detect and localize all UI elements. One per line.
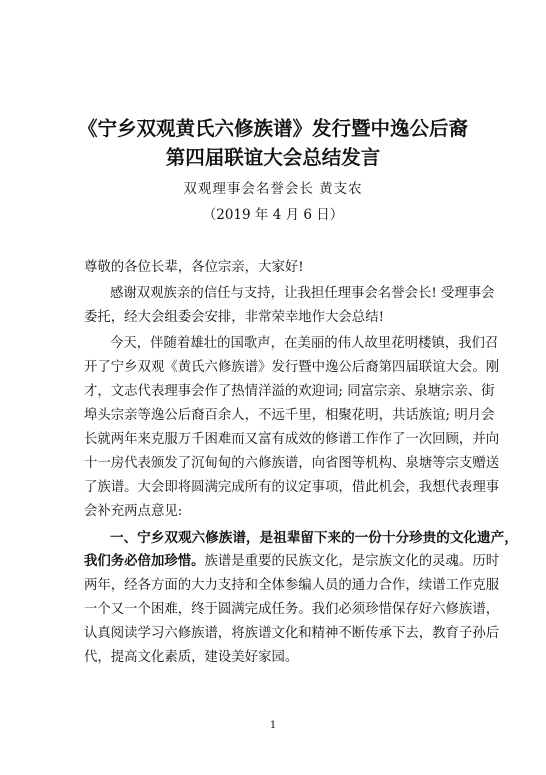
paragraph-3-line: 认真阅读学习六修族谱，将族谱文化和精神不断传承下去，教育子孙后	[84, 626, 500, 641]
date-line: （2019 年 4 月 6 日）	[202, 207, 344, 223]
paragraph-2-line: 会补充两点意见:	[84, 504, 183, 519]
paragraph-2-line: 才，文志代表理事会作了热情洋溢的欢迎词; 同富宗亲、泉塘宗亲、街	[84, 384, 495, 399]
section-1-heading-tail: 我们务必倍加珍惜。	[84, 554, 205, 569]
paragraph-1-line: 感谢双观族亲的信任与支持，让我担任理事会名誉会长! 受理事会	[110, 286, 495, 301]
paragraph-2-line: 十一房代表颁发了沉甸甸的六修族谱，向省图等机构、泉塘等宗支赠送	[84, 456, 500, 471]
paragraph-2-line: 开了宁乡双观《黄氏六修族谱》发行暨中逸公后裔第四届联谊大会。刚	[84, 360, 500, 375]
paragraph-2-line: 埠头宗亲等逸公后裔百余人，不远千里，相聚花明，共话族谊; 明月会	[84, 408, 495, 423]
paragraph-2-line: 长就两年来克服万千困难而又富有成效的修谱工作作了一次回顾，并向	[84, 432, 500, 447]
paragraph-3-line: 族谱是重要的民族文化，是宗族文化的灵魂。历时	[204, 554, 500, 569]
section-1-heading-continued	[84, 552, 500, 572]
author-line: 双观理事会名誉会长 黄支农	[183, 181, 363, 197]
paragraph-2-line: 今天，伴随着雄壮的国歌声，在美丽的伟人故里花明楼镇，我们召	[110, 336, 499, 351]
paragraph-3-line: 代，提高文化素质，建设美好家园。	[84, 650, 299, 665]
title-line-1: 《宁乡双观黄氏六修族谱》发行暨中逸公后裔	[77, 117, 468, 140]
page-number: 1	[269, 720, 277, 731]
greeting: 尊敬的各位长辈，各位宗亲，大家好!	[84, 260, 304, 275]
title-line-2: 第四届联谊大会总结发言	[165, 146, 381, 169]
section-1-heading: 一、宁乡双观六修族谱，是祖辈留下来的一份十分珍贵的文化遗产，	[110, 530, 518, 546]
paragraph-1-line: 委托，经大会组委会安排，非常荣幸地作大会总结!	[84, 310, 384, 325]
paragraph-3-line: 两年，经各方面的大力支持和全体参编人员的通力合作，续谱工作克服	[84, 578, 500, 593]
paragraph-2-line: 了族谱。大会即将圆满完成所有的议定事项，借此机会，我想代表理事	[84, 480, 500, 495]
paragraph-3-line: 一个又一个困难，终于圆满完成任务。我们必须珍惜保存好六修族谱，	[84, 602, 500, 617]
